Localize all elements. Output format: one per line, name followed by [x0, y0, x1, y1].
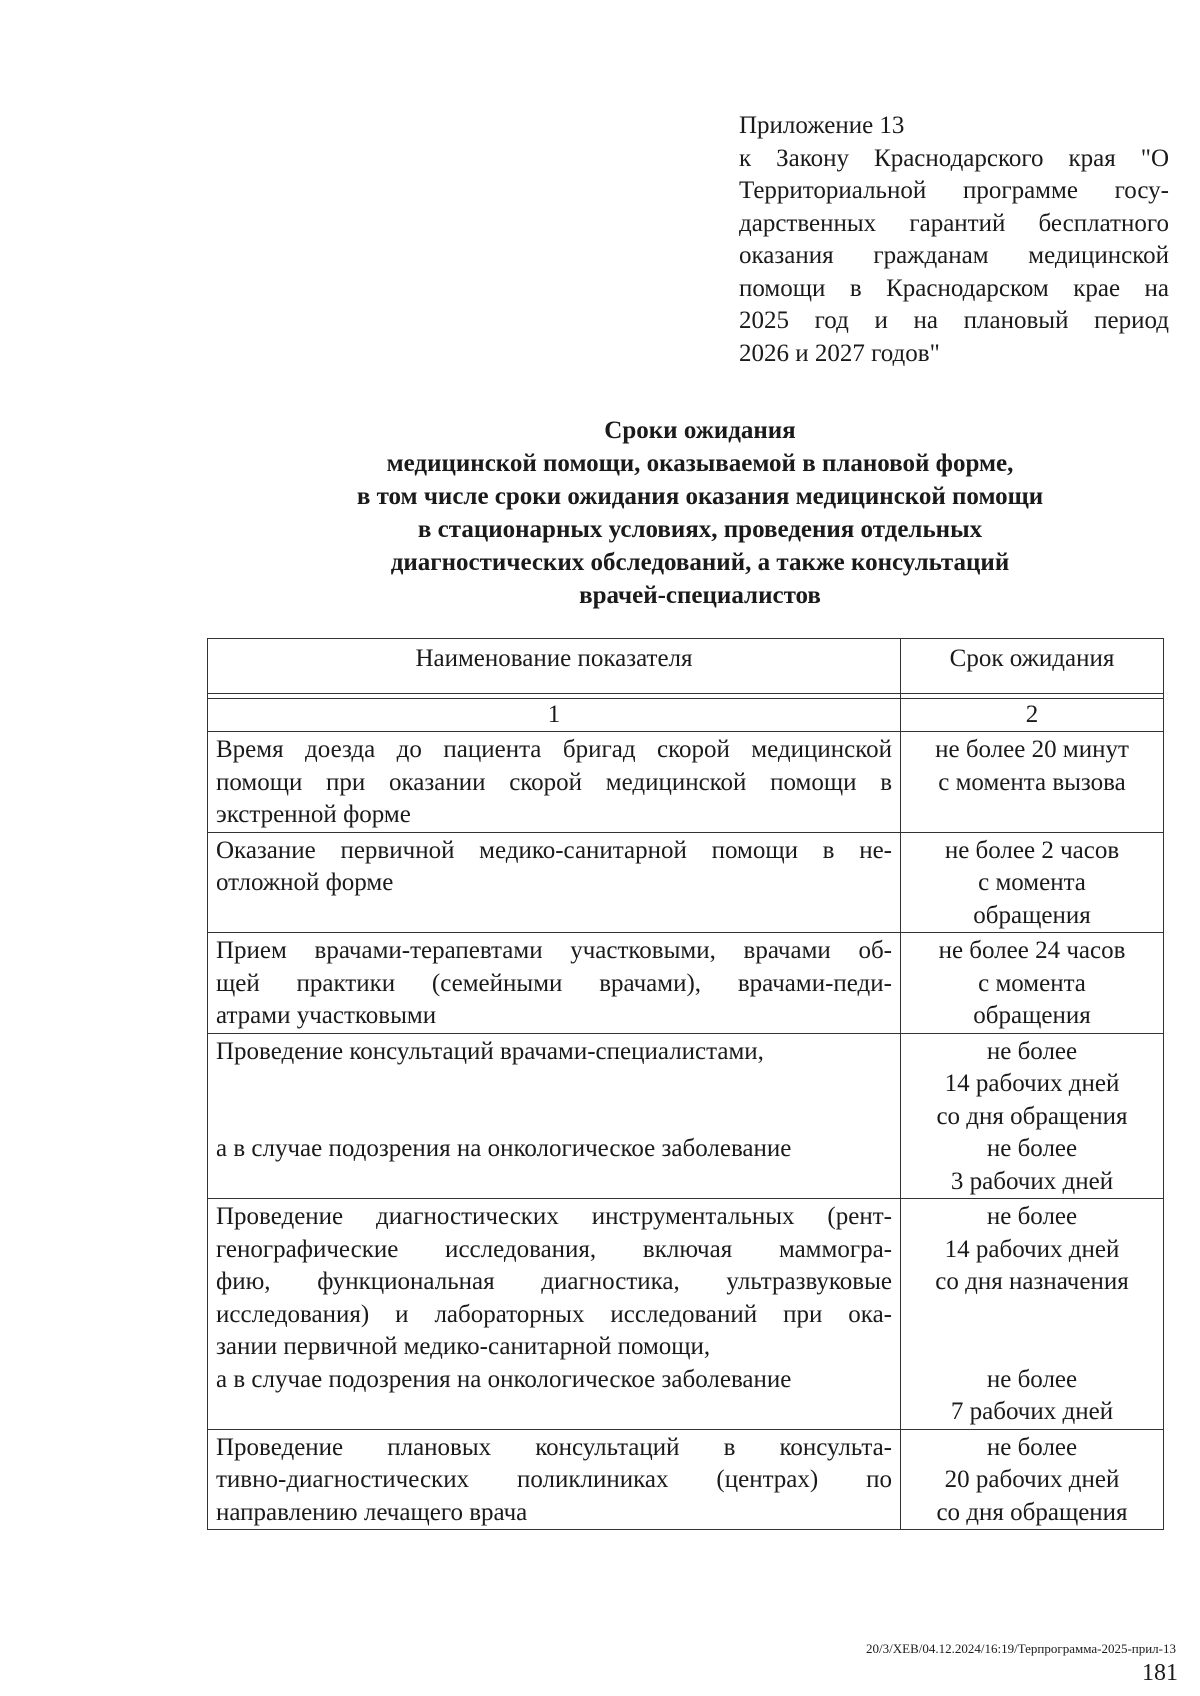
page-number: 181 — [1142, 1660, 1178, 1686]
indicator-cell: Прием врачами-терапевтами участковыми, врачами об- щей практики (семейными врачами), врачами-педи- атрами участковыми — [208, 933, 901, 1034]
appendix-line: оказания гражданам медицинской — [739, 242, 1169, 269]
indicator-cell: Время доезда до пациента бригад скорой медицинской помощи при оказании скорой медицинской помощи в экстренной форме — [208, 732, 901, 833]
title-line: Сроки ожидания — [604, 417, 796, 444]
table-row — [208, 732, 1164, 833]
indicator-cell: Проведение диагностических инструментальных (рент- генографические исследования, включая маммогра- фию, функциональная диагностика, ультразвуковые исследования) и лабораторных исследований при ока- зании первичной медико-санитарной помощи, а в случае подозрения на онкологическое заболевание — [208, 1199, 901, 1430]
title-line: медицинской помощи, оказываемой в плановой форме, — [386, 450, 1014, 477]
appendix-line: к Закону Краснодарского края "О — [739, 144, 1169, 172]
appendix-reference — [739, 110, 1169, 370]
column-number-2: 2 — [901, 699, 1164, 732]
indicator-cell: Проведение плановых консультаций в консульта- тивно-диагностических поликлиниках (центрах) по направлению лечащего врача — [208, 1429, 901, 1530]
document-title — [200, 414, 1200, 612]
table-row — [208, 1033, 1164, 1199]
indicator-cell: Оказание первичной медико-санитарной помощи в не- отложной форме — [208, 832, 901, 933]
header-waiting-time: Срок ожидания — [901, 639, 1164, 694]
table-row — [208, 933, 1164, 1034]
document-code: 20/3/ХЕВ/04.12.2024/16:19/Терпрограмма-2025-прил-13 — [866, 1641, 1176, 1656]
header-indicator-name: Наименование показателя — [208, 639, 901, 694]
title-line: врачей-специалистов — [579, 582, 821, 609]
appendix-line: 2026 и 2027 годов" — [739, 339, 940, 367]
table-header-row — [208, 639, 1164, 694]
waiting-time-cell: не более 2 часов с момента обращения — [901, 832, 1164, 933]
title-line: в стационарных условиях, проведения отдельных — [417, 516, 983, 543]
appendix-line: дарственных гарантий бесплатного — [739, 209, 1169, 237]
waiting-time-cell: не более 20 минут с момента вызова — [901, 732, 1164, 833]
column-number-1: 1 — [208, 699, 901, 732]
waiting-time-cell: не более 14 рабочих дней со дня обращения не более 3 рабочих дней — [901, 1033, 1164, 1199]
indicator-cell: Проведение консультаций врачами-специалистами, а в случае подозрения на онкологическое заболевание — [208, 1033, 901, 1199]
appendix-line: помощи в Краснодарском крае на — [739, 274, 1169, 302]
table-row — [208, 832, 1164, 933]
appendix-line: 2025 год и на плановый период — [739, 307, 1169, 334]
appendix-line: Территориальной программе госу- — [739, 177, 1169, 204]
waiting-time-cell: не более 24 часов с момента обращения — [901, 933, 1164, 1034]
waiting-time-cell: не более 14 рабочих дней со дня назначения не более 7 рабочих дней — [901, 1199, 1164, 1430]
table-row — [208, 1199, 1164, 1430]
waiting-times-table — [207, 638, 1164, 1530]
waiting-time-cell: не более 20 рабочих дней со дня обращения — [901, 1429, 1164, 1530]
title-line: в том числе сроки ожидания оказания медицинской помощи — [356, 483, 1044, 510]
table-row — [208, 1429, 1164, 1530]
title-line: диагностических обследований, а также консультаций — [390, 549, 1010, 576]
appendix-line: Приложение 13 — [739, 112, 905, 139]
column-number-row — [208, 699, 1164, 732]
